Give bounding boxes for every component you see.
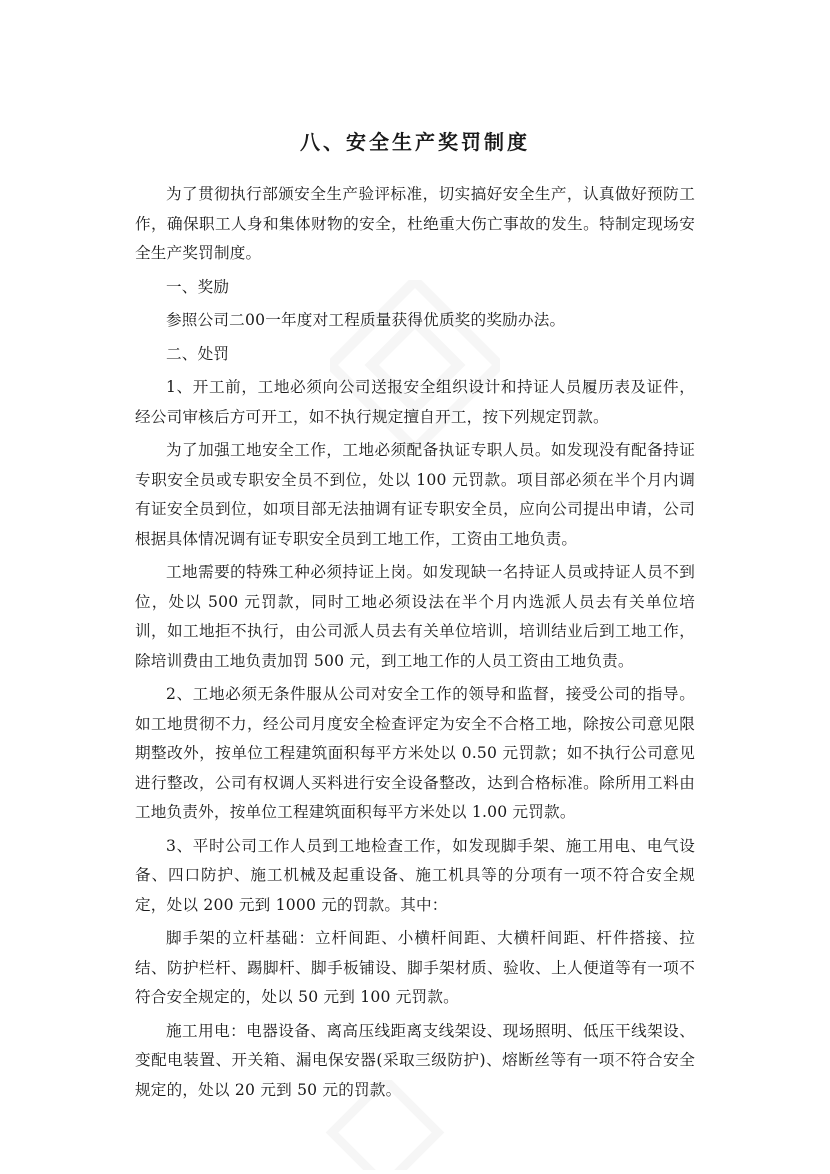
- paragraph-rewards: 参照公司二00一年度对工程质量获得优质奖的奖励办法。: [166, 311, 566, 329]
- heading-penalties: 二、处罚: [166, 344, 230, 363]
- paragraph-scaffolding: 脚手架的立杆基础：立杆间距、小横杆间距、大横杆间距、杆件搭接、拉结、防护栏杆、踢脚杆、脚手板铺设、脚手架材质、验收、上人便道等有一项不符合安全规定的，处以 50 元到 100 元罚款。: [135, 929, 695, 1006]
- paragraph-penalty-1: 1、开工前，工地必须向公司送报安全组织设计和持证人员履历表及证件，经公司审核后方可开工，如不执行规定擅自开工，按下列规定罚款。: [135, 378, 695, 426]
- paragraph-penalty-2: 2、工地必须无条件服从公司对安全工作的领导和监督，接受公司的指导。如工地贯彻不力，经公司月度安全检查评定为安全不合格工地，除按公司意见限期整改外，按单位工程建筑面积每平方米处以 0.50 元罚款；如不执行公司意见进行整改，公司有权调人买料进行安全设备整改，达到合格标准。除所用工料由工地负责外，按单位工程建筑面积每平方米处以 1.00 元罚款。: [135, 685, 695, 821]
- document-body: [135, 180, 695, 1109]
- page-title: 八、安全生产奖罚制度: [300, 130, 530, 154]
- paragraph-safety-officer: 为了加强工地安全工作，工地必须配备执证专职人员。如发现没有配备持证专职安全员或专职安全员不到位，处以 100 元罚款。项目部必须在半个月内调有证安全员到位，如项目部无法抽调有证专职安全员，应向公司提出申请，公司根据具体情况调有证专职安全员到工地工作，工资由工地负责。: [135, 441, 695, 548]
- heading-rewards: 一、奖励: [166, 277, 230, 296]
- paragraph-penalty-3: 3、平时公司工作人员到工地检查工作，如发现脚手架、施工用电、电气设备、四口防护、施工机械及起重设备、施工机具等的分项有一项不符合安全规定，处以 200 元到 1000 元的罚款。其中：: [135, 836, 695, 914]
- paragraph-special-trades: 工地需要的特殊工种必须持证上岗。如发现缺一名持证人员或持证人员不到位，处以 500 元罚款，同时工地必须设法在半个月内选派人员去有关单位培训，如工地拒不执行，由公司派人员去有关单位培训，培训结业后到工地工作，除培训费由工地负责加罚 500 元，到工地工作的人员工资由工地负责。: [135, 563, 695, 670]
- paragraph-intro: 为了贯彻执行部颁安全生产验评标准，切实搞好安全生产，认真做好预防工作，确保职工人身和集体财物的安全，杜绝重大伤亡事故的发生。特制定现场安全生产奖罚制度。: [135, 185, 695, 262]
- paragraph-electricity: 施工用电：电器设备、离高压线距离支线架设、现场照明、低压干线架设、变配电装置、开关箱、漏电保安器(采取三级防护)、熔断丝等有一项不符合安全规定的，处以 20 元到 50 元的罚款。: [135, 1021, 695, 1099]
